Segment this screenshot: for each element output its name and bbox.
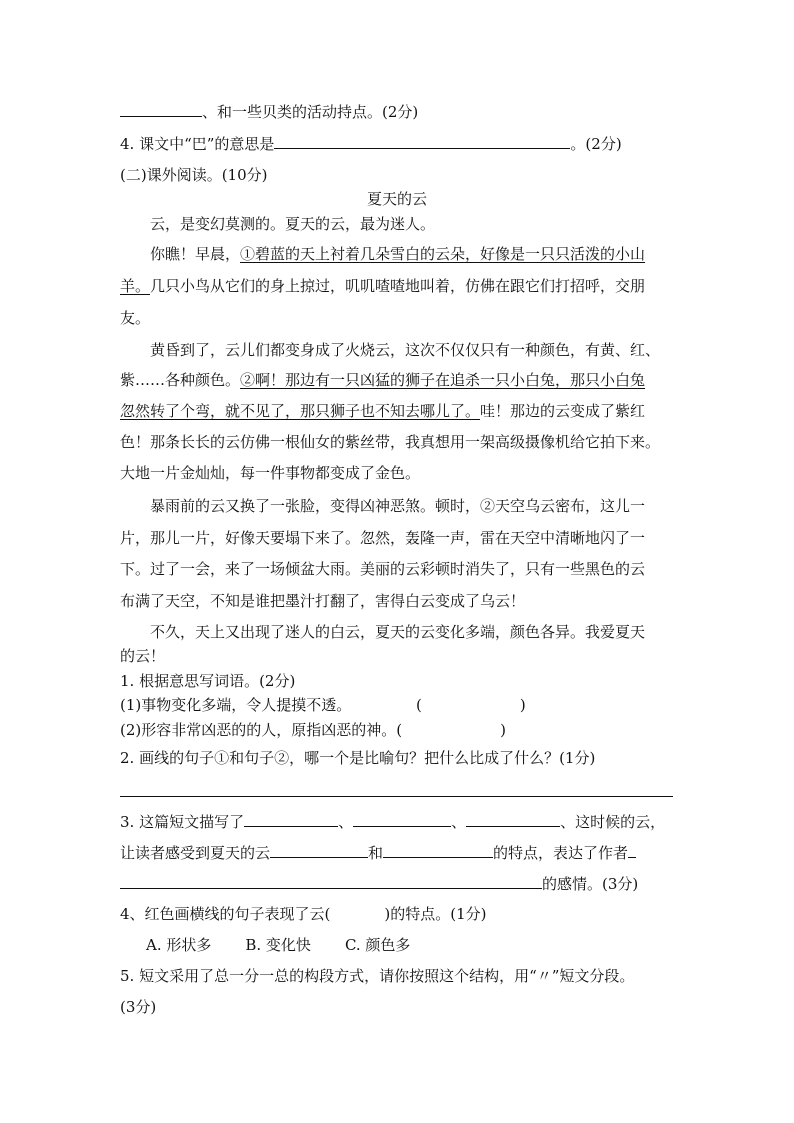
answer-blank[interactable]: [120, 874, 542, 889]
answer-blank[interactable]: [274, 134, 570, 149]
question-4: 4、红色画横线的句子表现了云( )的特点。(1分): [120, 905, 487, 923]
answer-blank[interactable]: [383, 843, 493, 858]
question-3-line2: 让读者感受到夏天的云 和 的特点，表达了作者: [120, 843, 636, 863]
passage-p2-line2: 羊。几只小鸟从它们的身上掠过，叽叽喳喳地叫着，仿佛在跟它们打招呼，交朋: [120, 277, 646, 295]
question-3-line1: 3. 这篇短文描写了 、 、 、这时候的云，: [120, 813, 666, 831]
passage-p3-line3: 忽然转了个弯，就不见了，那只狮子也不知去哪儿了。哇！那边的云变成了紫红: [120, 402, 646, 420]
question-1-1: (1)事物变化多端，令人提摸不透。 ( ): [120, 696, 526, 714]
question-5-line1: 5. 短文采用了总一分一总的构段方式，请你按照这个结构，用“〃”短文分段。: [120, 967, 635, 985]
passage-p4-line4: 布满了天空，不知是谁把墨汁打翻了，害得白云变成了乌云！: [120, 592, 526, 610]
question-3-line3: 的感情。(3分): [120, 874, 638, 894]
option-c[interactable]: C. 颜色多: [344, 936, 411, 954]
question-1-2: (2)形容非常凶恶的的人，原指凶恶的神。( ): [120, 721, 506, 739]
passage-p4-line2: 片，那儿一片，好像天要塌下来了。忽然，轰隆一声，雷在天空中清晰地闪了一: [120, 529, 646, 547]
option-a[interactable]: A. 形状多: [146, 936, 212, 954]
answer-blank[interactable]: [244, 812, 338, 827]
passage-p1: 云，是变幻莫测的。夏天的云，最为迷人。: [150, 215, 436, 233]
part2-heading: (二)课外阅读。(10分): [120, 166, 268, 184]
question-4-meaning: 4. 课文中“巴”的意思是 。(2分): [120, 135, 622, 153]
underlined-sentence-2: ②啊！那边有一只凶猛的狮子在追杀一只小白兔，那只小白兔: [240, 371, 646, 389]
passage-p3-line5: 大地一片金灿灿，每一件事物都变成了金色。: [120, 464, 421, 482]
option-b[interactable]: B. 变化快: [245, 936, 311, 954]
passage-p3-line1: 黄昏到了，云儿们都变身成了火烧云，这次不仅仅只有一种颜色，有黄、红、: [150, 341, 661, 359]
passage-p2-line1: 你瞧！早晨，①碧蓝的天上衬着几朵雪白的云朵，好像是一只只活泼的小山: [150, 245, 646, 263]
answer-blank[interactable]: [353, 812, 451, 827]
passage-p5-line1: 不久，天上又出现了迷人的白云，夏天的云变化多端，颜色各异。我爱夏天: [150, 623, 646, 641]
answer-blank[interactable]: [120, 102, 202, 117]
passage-p3-line4: 色！那条长长的云仿佛一根仙女的紫丝带，我真想用一架高级摄像机给它拍下来。: [120, 433, 661, 451]
question-1: 1. 根据意思写词语。(2分): [120, 672, 296, 690]
question-4-options: [146, 935, 444, 955]
answer-blank[interactable]: [270, 843, 368, 858]
sentence-2-weather: ②天空乌云密布: [480, 497, 586, 515]
underlined-sentence-1: ①碧蓝的天上衬着几朵雪白的云朵，好像是一只只活泼的小山: [240, 245, 646, 263]
passage-p4-line1: 暴雨前的云又换了一张脸，变得凶神恶煞。顿时，②天空乌云密布，这儿一: [150, 497, 646, 515]
passage-p4-line3: 下。过了一会，来了一场倾盆大雨。美丽的云彩顿时消失了，只有一些黑色的云: [120, 560, 646, 578]
answer-blank[interactable]: [466, 812, 560, 827]
question-5-line2: (3分): [120, 998, 157, 1016]
passage-p3-line2: 紫……各种颜色。②啊！那边有一只凶猛的狮子在追杀一只小白兔，那只小白兔: [120, 371, 646, 389]
answer-line[interactable]: [120, 796, 673, 797]
passage-p5-line2: 的云！: [120, 647, 166, 665]
question-2: 2. 画线的句子①和句子②，哪一个是比喻句？把什么比成了什么？(1分): [120, 749, 596, 767]
passage-p2-line3: 友。: [120, 309, 151, 327]
passage-title: 夏天的云: [366, 190, 427, 208]
fill-line-shellfish: 、和一些贝类的活动持点。(2分): [120, 102, 418, 122]
